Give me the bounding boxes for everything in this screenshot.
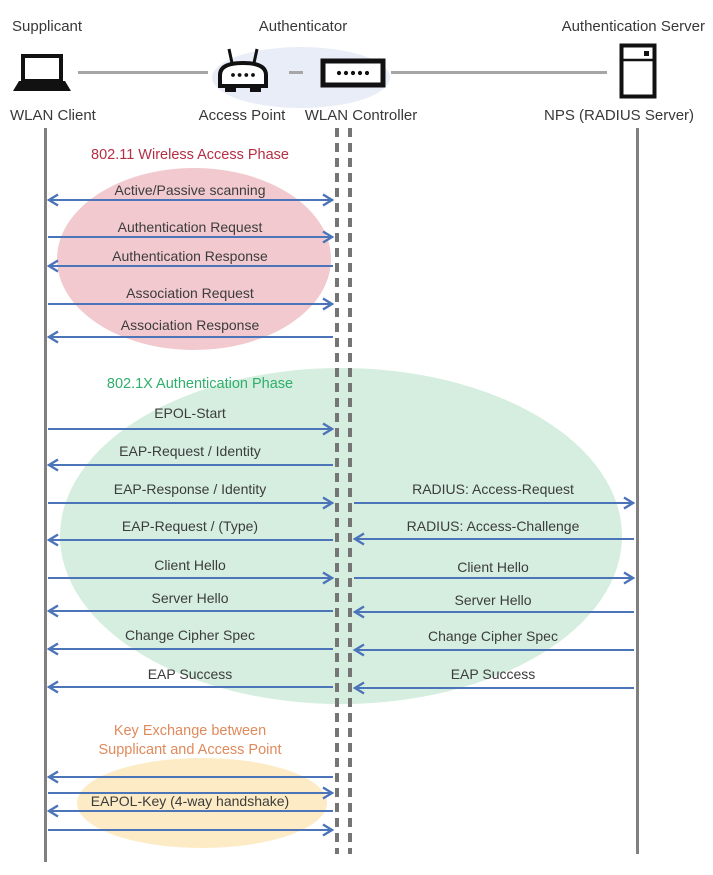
message-label: EAP-Request / Identity [119, 443, 261, 459]
lifeline-authentication-server [636, 128, 639, 854]
phase-title-802-1x-authentication: 802.1X Authentication Phase [106, 376, 294, 392]
message-arrow [47, 769, 334, 785]
message-arrow [47, 822, 334, 838]
message-arrow [47, 532, 334, 548]
message-arrow [47, 641, 334, 657]
message-label: EAP-Response / Identity [113, 481, 267, 497]
role-authenticator: Authenticator [258, 18, 348, 35]
message-arrow [353, 642, 635, 658]
server-icon [619, 43, 657, 99]
message-arrow [47, 457, 334, 473]
connector-line [289, 71, 303, 74]
connector-line [391, 71, 607, 74]
message-arrow [353, 495, 635, 511]
message-label: Authentication Response [112, 248, 268, 264]
message-label: Active/Passive scanning [114, 182, 266, 198]
message-label: RADIUS: Access-Request [412, 481, 574, 497]
phase-title-wireless-access: 802.11 Wireless Access Phase [91, 147, 289, 163]
message-label: Association Request [126, 285, 254, 301]
wlan-controller-icon [320, 58, 386, 88]
message-label: Server Hello [454, 592, 532, 608]
device-label-access-point: Access Point [198, 107, 286, 124]
role-authentication-server: Authentication Server [561, 18, 705, 35]
phase-title-key-exchange [90, 722, 290, 760]
message-label: RADIUS: Access-Challenge [406, 518, 580, 534]
message-label: EAP Success [147, 666, 233, 682]
message-label: Server Hello [151, 590, 229, 606]
message-label: Change Cipher Spec [428, 628, 558, 644]
phase-title-key-exchange-line1: Key Exchange between [113, 723, 267, 739]
message-label: Authentication Request [117, 219, 263, 235]
laptop-icon [12, 54, 72, 94]
message-arrow [47, 421, 334, 437]
message-label: Client Hello [154, 557, 226, 573]
message-label: EPOL-Start [154, 405, 226, 421]
message-arrow [353, 680, 635, 696]
device-label-nps-radius-server: NPS (RADIUS Server) [544, 107, 695, 124]
message-label: Association Response [120, 317, 260, 333]
access-point-icon [213, 46, 273, 96]
message-label: EAP Success [450, 666, 536, 682]
phase-title-key-exchange-line2: Supplicant and Access Point [98, 742, 282, 758]
role-supplicant: Supplicant [12, 18, 83, 35]
device-label-wlan-client: WLAN Client [10, 107, 96, 124]
message-label: EAP-Request / (Type) [121, 518, 259, 534]
connector-line [78, 71, 208, 74]
device-label-wlan-controller: WLAN Controller [304, 107, 418, 124]
message-label: Client Hello [457, 559, 529, 575]
message-label: EAPOL-Key (4-way handshake) [90, 793, 290, 809]
lifeline-authenticator-right [348, 128, 352, 854]
lifeline-authenticator-left [335, 128, 339, 854]
message-arrow [47, 495, 334, 511]
message-label: Change Cipher Spec [125, 627, 255, 643]
